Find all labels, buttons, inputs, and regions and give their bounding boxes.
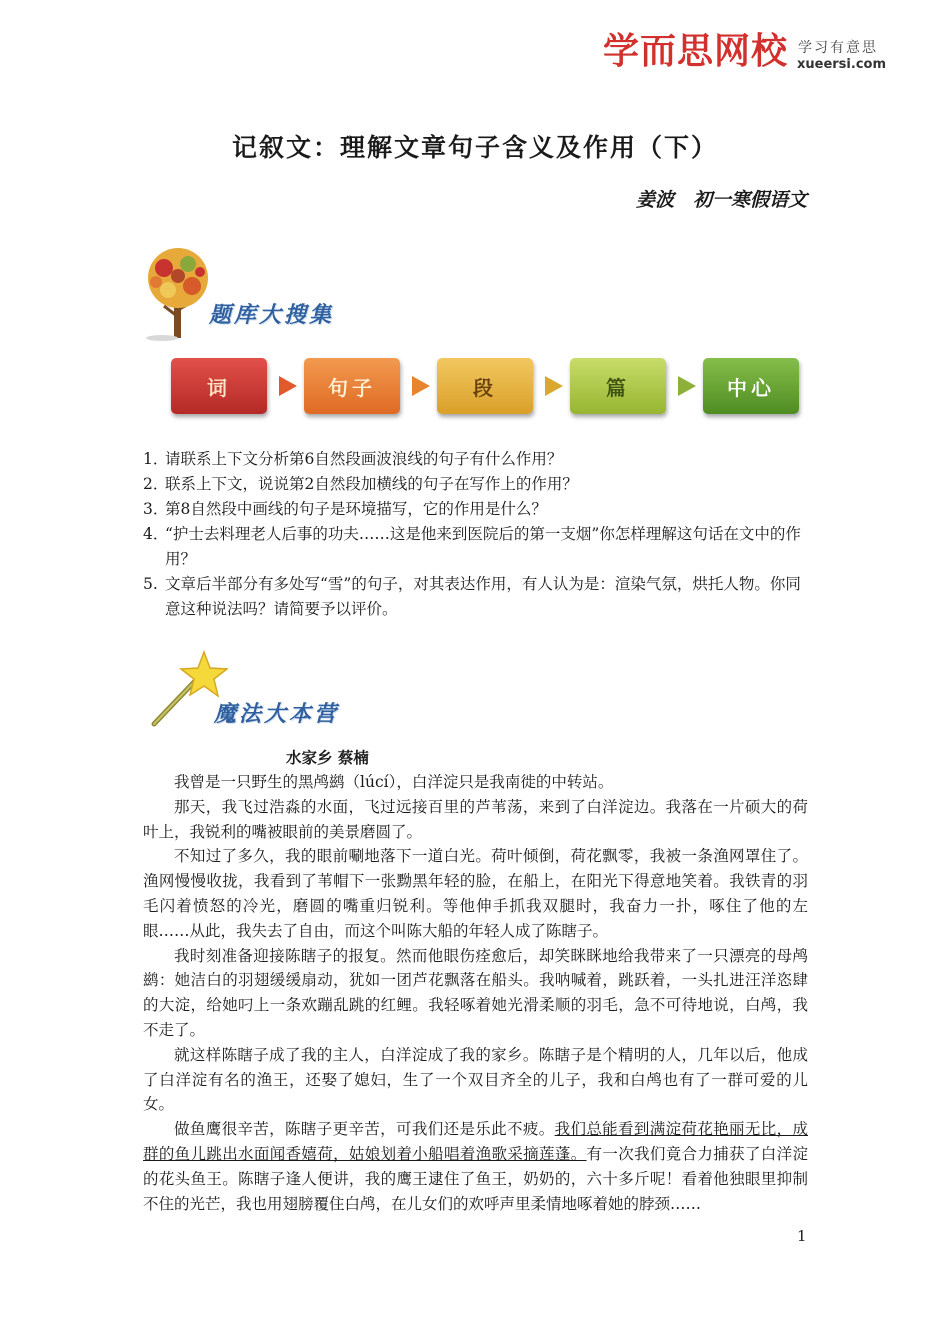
list-item	[143, 522, 813, 572]
list-item	[143, 472, 813, 497]
logo-text: 学而思网校	[603, 31, 789, 72]
essay-title: 水家乡 蔡楠	[286, 749, 369, 767]
question-number: 5.	[143, 575, 158, 593]
question-number: 2．	[143, 475, 169, 493]
question-number: 3．	[143, 500, 169, 518]
essay-paragraph: 不知过了多久，我的眼前唰地落下一道白光。荷叶倾倒，荷花飘零，我被一条渔网罩住了。渔网慢慢收拢，我看到了苇帽下一张黝黑年轻的脸，在船上，在阳光下得意地笑着。我铁青的羽毛闪着愤怒的冷光，磨圆的嘴重归锐利。等他伸手抓我双腿时，我奋力一扑，啄住了他的左眼……从此，我失去了自由，而这个叫陈大船的年轻人成了陈瞎子。	[143, 847, 808, 940]
essay-body	[143, 770, 808, 1216]
list-item	[143, 497, 813, 522]
tree-icon	[142, 246, 214, 342]
essay-paragraph: 那天，我飞过浩淼的水面，飞过远接百里的芦苇荡，来到了白洋淀边。我落在一片硕大的荷叶上，我锐利的嘴被眼前的美景磨圆了。	[143, 797, 808, 841]
section-heading-question-bank: 题库大搜集	[209, 303, 335, 328]
flow-arrow-icon	[412, 376, 430, 396]
question-text: 文章后半部分有多处写“雪”的句子，对其表达作用，有人认为是：渲染气氛，烘托人物。你同意这种说法吗？请简要予以评价。	[165, 575, 801, 618]
page-number: 1	[797, 1227, 807, 1245]
flow-arrow-icon	[678, 376, 696, 396]
essay-paragraph: 我时刻准备迎接陈瞎子的报复。然而他眼伤痊愈后，却笑眯眯地给我带来了一只漂亮的母鸬鹚：她洁白的羽翅缓缓扇动，犹如一团芦花飘落在船头。我呐喊着，跳跃着，一头扎进汪洋恣肆的大淀，给她叼上一条欢蹦乱跳的红鲤。我轻啄着她光滑柔顺的羽毛，急不可待地说，白鸬，我不走了。	[143, 946, 808, 1039]
question-text: 请联系上下文分析第6自然段画波浪线的句子有什么作用？	[165, 450, 563, 468]
flow-box-center: 中心	[703, 358, 799, 414]
question-text: 第8自然段中画线的句子是环境描写，它的作用是什么？	[165, 500, 547, 518]
page-title: 记叙文：理解文章句子含义及作用（下）	[231, 133, 718, 162]
question-list	[143, 447, 813, 622]
section-heading-magic-camp: 魔法大本营	[214, 702, 340, 727]
flow-arrow-icon	[279, 376, 297, 396]
essay-paragraph: 就这样陈瞎子成了我的主人，白洋淀成了我的家乡。陈瞎子是个精明的人，几年以后，他成了白洋淀有名的渔王，还娶了媳妇，生了一个双目齐全的儿子，我和白鸬也有了一群可爱的儿女。	[143, 1045, 808, 1114]
question-text: 联系上下文，说说第2自然段加横线的句子在写作上的作用？	[165, 475, 578, 493]
essay-paragraph: 我曾是一只野生的黑鸬鹚（lúcí），白洋淀只是我南徙的中转站。	[174, 773, 614, 791]
author-byline: 姜波 初一寒假语文	[635, 189, 807, 211]
flow-box-paragraph: 段	[437, 358, 533, 414]
list-item	[143, 447, 813, 472]
essay-text: 有一次我们竟合力捕获了白洋淀的花头鱼王。陈瞎子逢人便讲，我的鹰王逮住了鱼王，奶奶的，六十多斤呢！看着他独眼里抑制不住的光芒，我也用翅膀覆住白鸬，在儿女们的欢呼声里柔情地啄着她的脖颈……	[143, 1144, 808, 1213]
logo-url: xueersi.com	[797, 57, 887, 72]
list-item	[143, 572, 813, 622]
flow-box-word: 词	[171, 358, 267, 414]
essay-paragraph	[143, 1117, 808, 1216]
essay-text: 做鱼鹰很辛苦，陈瞎子更辛苦，可我们还是乐此不疲。	[174, 1120, 555, 1139]
underlined-sentence: 我们总能看到满淀荷花艳丽无比，成群的鱼儿跳出水面闻香嬉荷，姑娘划着小船唱着渔歌采摘莲蓬。	[143, 1120, 808, 1163]
flow-box-sentence: 句子	[304, 358, 400, 414]
question-number: 4．	[143, 525, 169, 543]
flow-arrow-icon	[545, 376, 563, 396]
question-number: 1．	[143, 450, 169, 468]
logo-slogan: 学习有意思	[798, 40, 878, 56]
question-text: “护士去料理老人后事的功夫……这是他来到医院后的第一支烟”你怎样理解这句话在文中的作用？	[165, 525, 801, 568]
flow-box-article: 篇	[570, 358, 666, 414]
